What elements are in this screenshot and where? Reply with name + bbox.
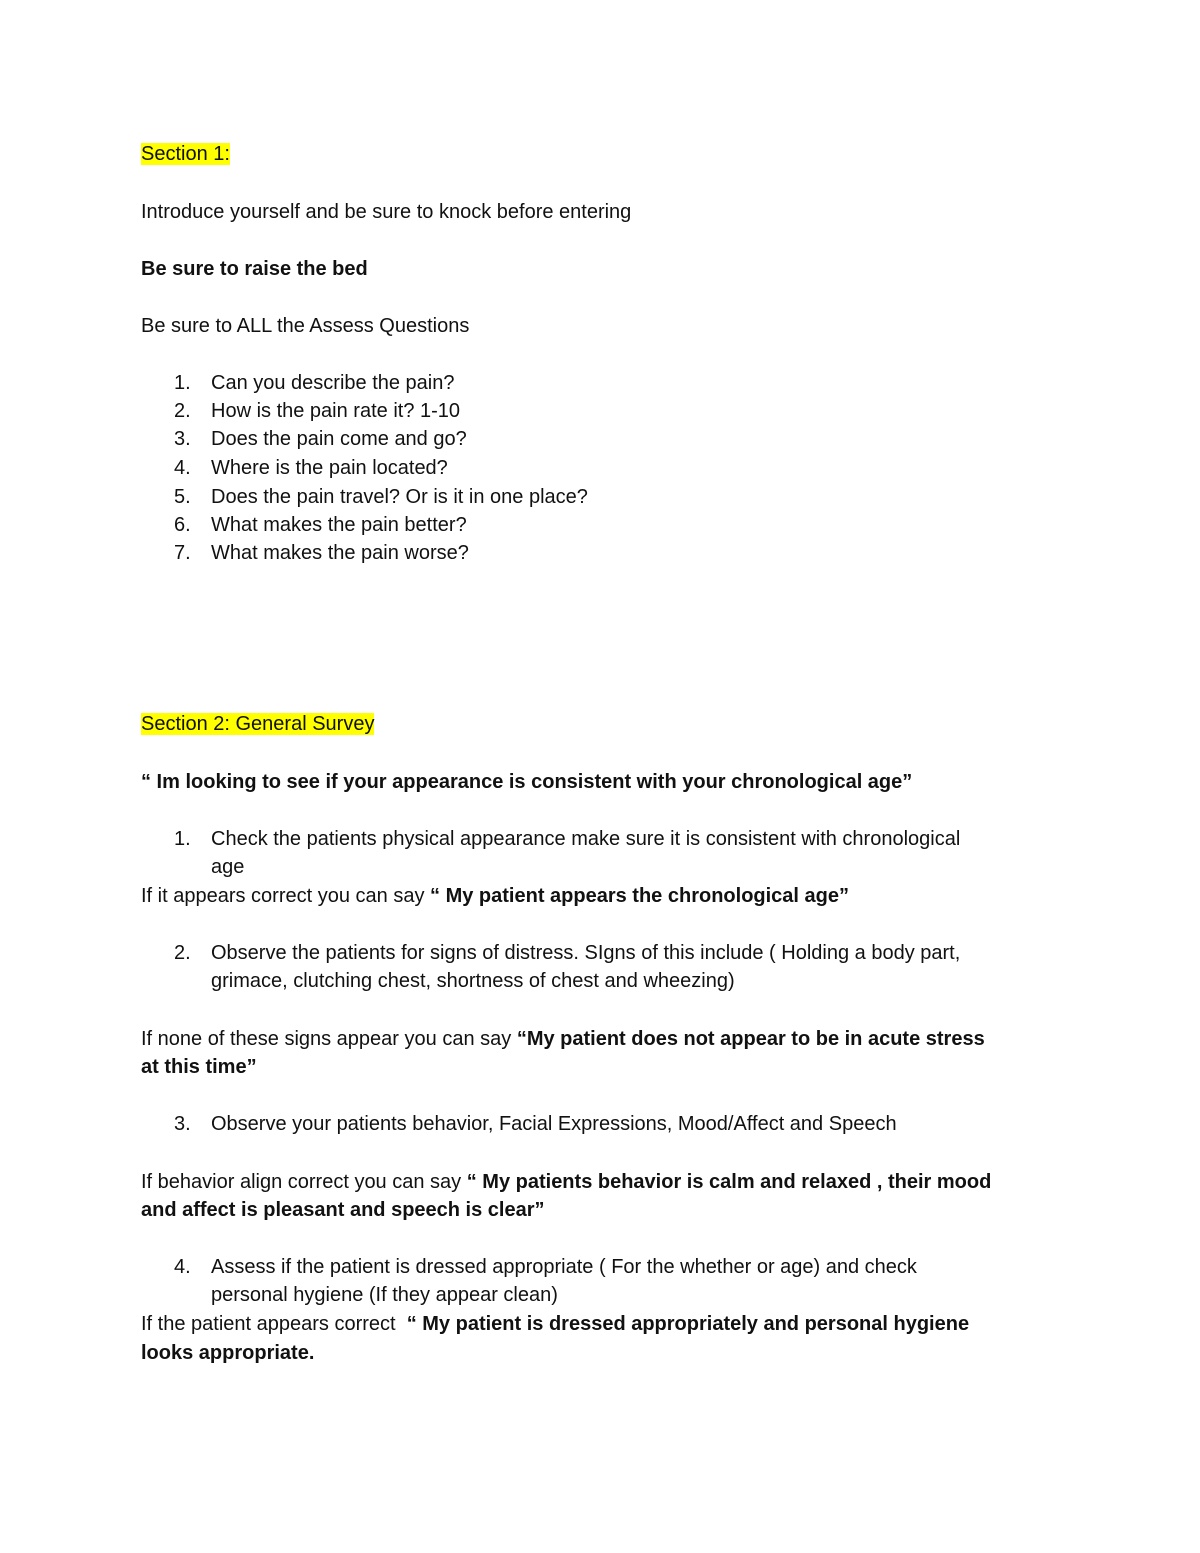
list-item-number: 7. xyxy=(174,542,191,564)
section2-heading-text: Section 2: General Survey xyxy=(141,713,375,735)
step3-say-bold-continued: and affect is pleasant and speech is clear” xyxy=(141,1199,545,1221)
step4-line1: Assess if the patient is dressed appropriate ( For the whether or age) and check xyxy=(211,1256,917,1278)
step4-number: 4. xyxy=(174,1256,191,1278)
step4-say-bold-continued: looks appropriate. xyxy=(141,1342,315,1364)
list-item: What makes the pain better? xyxy=(211,514,467,536)
list-item-number: 5. xyxy=(174,486,191,508)
step2-say-bold-continued: at this time” xyxy=(141,1056,257,1078)
list-item: What makes the pain worse? xyxy=(211,542,469,564)
list-item: Where is the pain located? xyxy=(211,457,448,479)
step4-line2: personal hygiene (If they appear clean) xyxy=(211,1284,558,1306)
step3-line1: Observe your patients behavior, Facial Expressions, Mood/Affect and Speech xyxy=(211,1113,897,1135)
section1-bold-note: Be sure to raise the bed xyxy=(141,258,368,280)
section1-heading-text: Section 1: xyxy=(141,143,230,165)
step2-say-line xyxy=(141,1025,985,1053)
step1-line2: age xyxy=(211,856,245,878)
step4-say-prefix: If the patient appears correct xyxy=(141,1313,407,1335)
step1-say-bold: “ My patient appears the chronological age” xyxy=(430,885,850,907)
section2-heading xyxy=(141,710,374,738)
list-item: Can you describe the pain? xyxy=(211,372,455,394)
step3-say-bold: “ My patients behavior is calm and relaxed , their mood xyxy=(466,1171,992,1193)
list-item: How is the pain rate it? 1-10 xyxy=(211,400,461,422)
step2-line1: Observe the patients for signs of distress. SIgns of this include ( Holding a body part, xyxy=(211,942,961,964)
step1-number: 1. xyxy=(174,828,191,850)
step3-say-line xyxy=(141,1168,991,1196)
step4-say-bold: “ My patient is dressed appropriately and personal hygiene xyxy=(406,1313,970,1335)
list-item: Does the pain come and go? xyxy=(211,428,467,450)
step2-say-bold: “My patient does not appear to be in acute stress xyxy=(516,1028,985,1050)
step1-say-line xyxy=(141,882,849,910)
step1-say-prefix: If it appears correct you can say xyxy=(141,885,431,907)
step1-line1: Check the patients physical appearance make sure it is consistent with chronological xyxy=(211,828,961,850)
section1-intro: Introduce yourself and be sure to knock before entering xyxy=(141,201,632,223)
section1-assess-label: Be sure to ALL the Assess Questions xyxy=(141,315,470,337)
step2-line2: grimace, clutching chest, shortness of chest and wheezing) xyxy=(211,970,735,992)
step2-number: 2. xyxy=(174,942,191,964)
step4-say-line xyxy=(141,1310,969,1338)
step3-say-prefix: If behavior align correct you can say xyxy=(141,1171,467,1193)
section2-quote: “ Im looking to see if your appearance is consistent with your chronological age” xyxy=(141,771,913,793)
step2-say-prefix: If none of these signs appear you can say xyxy=(141,1028,517,1050)
list-item-number: 2. xyxy=(174,400,191,422)
section1-heading xyxy=(141,140,230,168)
list-item-number: 6. xyxy=(174,514,191,536)
list-item-number: 4. xyxy=(174,457,191,479)
list-item-number: 3. xyxy=(174,428,191,450)
list-item: Does the pain travel? Or is it in one place? xyxy=(211,486,588,508)
step3-number: 3. xyxy=(174,1113,191,1135)
list-item-number: 1. xyxy=(174,372,191,394)
